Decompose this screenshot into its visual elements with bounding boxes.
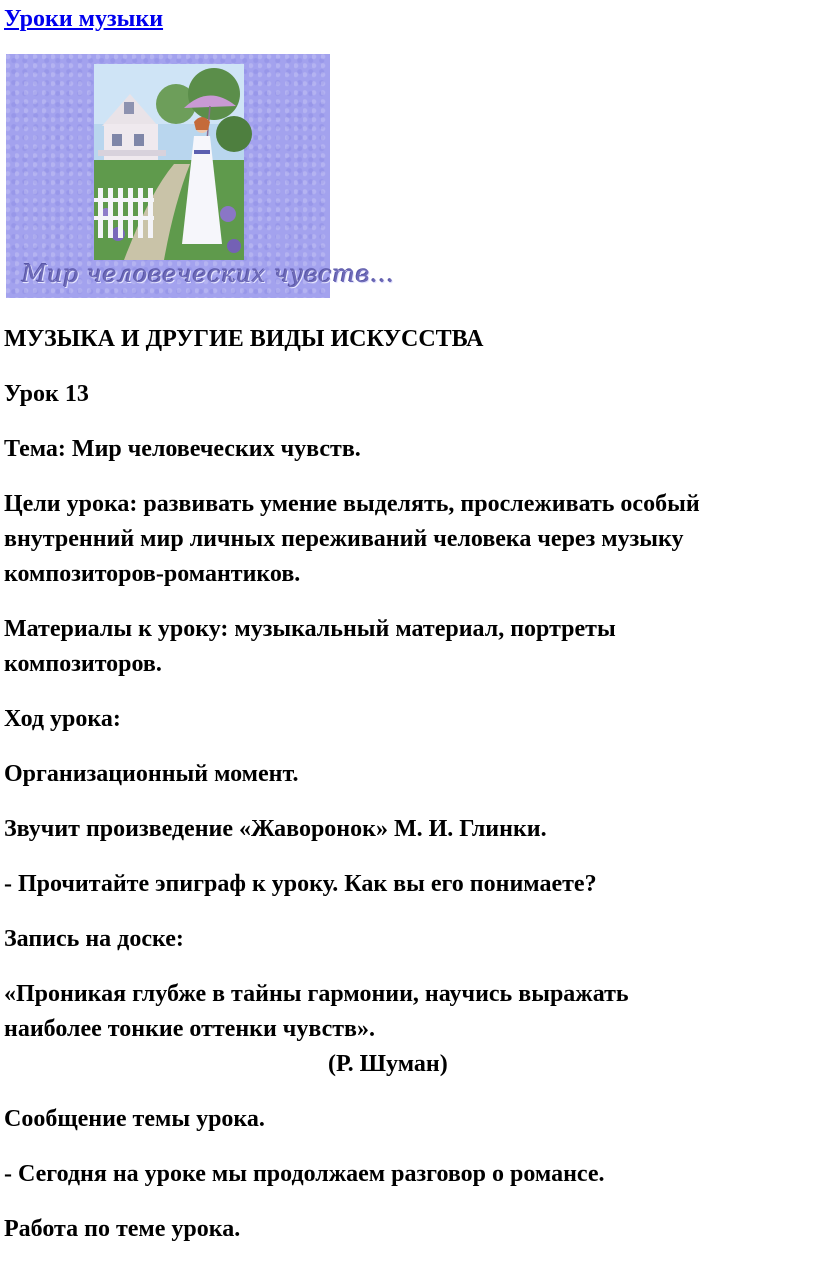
goals-line-3: композиторов-романтиков. xyxy=(4,561,301,587)
lesson-illustration xyxy=(6,54,395,298)
music-played: Звучит произведение «Жаворонок» М. И. Глинки. xyxy=(4,816,547,842)
lessons-link[interactable]: Уроки музыки xyxy=(4,6,164,32)
painting-image xyxy=(94,64,244,260)
goals-line-2: внутренний мир личных переживаний человека через музыку xyxy=(4,526,684,552)
epigraph-question: - Прочитайте эпиграф к уроку. Как вы его понимаете? xyxy=(4,871,597,897)
work-on-topic: Работа по теме урока. xyxy=(4,1216,241,1242)
materials-line-1: Материалы к уроку: музыкальный материал, портреты xyxy=(4,616,616,642)
section-heading: МУЗЫКА И ДРУГИЕ ВИДЫ ИСКУССТВА xyxy=(4,326,484,352)
organizational-moment: Организационный момент. xyxy=(4,761,299,787)
quote-line-2: наиболее тонкие оттенки чувств». xyxy=(4,1016,375,1042)
materials-line-2: композиторов. xyxy=(4,651,162,677)
lesson-topic: Тема: Мир человеческих чувств. xyxy=(4,436,361,462)
goals-line-1: Цели урока: развивать умение выделять, прослеживать особый xyxy=(4,491,700,517)
today-statement: - Сегодня на уроке мы продолжаем разговор о романсе. xyxy=(4,1161,605,1187)
illustration-caption: Мир человеческих чувств... xyxy=(22,260,395,288)
quote-line-1: «Проникая глубже в тайны гармонии, научись выражать xyxy=(4,981,629,1007)
lesson-course: Ход урока: xyxy=(4,706,121,732)
topic-message: Сообщение темы урока. xyxy=(4,1106,265,1132)
quote-author: (Р. Шуман) xyxy=(328,1051,448,1077)
lesson-number: Урок 13 xyxy=(4,381,89,407)
board-note: Запись на доске: xyxy=(4,926,184,952)
